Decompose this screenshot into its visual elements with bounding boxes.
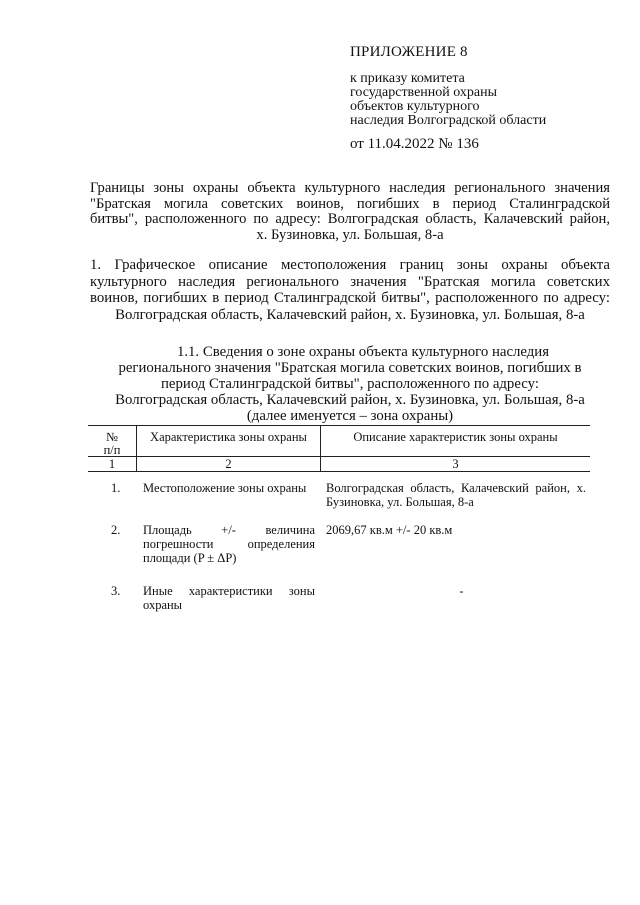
row-description: 2069,67 кв.м +/- 20 кв.м (326, 523, 453, 537)
index-cell: 2 (225, 457, 232, 471)
table-border-top (88, 425, 590, 426)
row-description: Бузиновка, ул. Большая, 8-а (326, 495, 474, 509)
section-1-1 (100, 344, 600, 424)
section11-line: регионального значения "Братская могила советских воинов, погибших в (118, 360, 582, 376)
heading-line: Границы зоны охраны объекта культурного наследия регионального значения (90, 180, 610, 196)
appendix-line: наследия Волгоградской области (350, 113, 547, 128)
section11-line: Волгоградская область, Калачевский район, х. Бузиновка, ул. Большая, 8-а (115, 392, 585, 408)
appendix-line: объектов культурного (350, 99, 480, 114)
heading-line: "Братская могила советских воинов, погибших в период Сталинградской (90, 195, 610, 212)
header-characteristic: Характеристика зоны охраны (150, 430, 307, 444)
row-characteristic: Местоположение зоны охраны (143, 481, 307, 495)
heading-line: битвы", расположенного по адресу: Волгоградская область, Калачевский район, (90, 211, 610, 227)
heading-line-last: х. Бузиновка, ул. Большая, 8-а (256, 226, 444, 243)
row-description: - (459, 584, 464, 598)
document-heading (90, 181, 610, 243)
section1-line: культурного наследия регионального значения "Братская могила советских (90, 273, 610, 290)
section1-line-last: Волгоградская область, Калачевский район, х. Бузиновка, ул. Большая, 8-а (115, 306, 585, 323)
row-characteristic: погрешности определения (143, 537, 315, 551)
appendix-title: ПРИЛОЖЕНИЕ 8 (350, 44, 468, 60)
row-characteristic: Иные характеристики зоны (143, 584, 315, 598)
table-border (88, 471, 590, 472)
row-characteristic: площади (P ± ΔP) (143, 551, 237, 565)
section11-line: период Сталинградской битвы", расположенного по адресу: (161, 376, 539, 392)
row-characteristic: охраны (143, 598, 183, 612)
index-cell: 3 (452, 457, 459, 471)
section1-line: 1. Графическое описание местоположения границ зоны охраны объекта (90, 257, 610, 273)
section11-line: 1.1. Сведения о зоне охраны объекта культурного наследия (176, 344, 550, 360)
row-characteristic: Площадь +/- величина (143, 523, 315, 537)
appendix-date: от 11.04.2022 № 136 (350, 136, 479, 152)
row-num: 3. (111, 584, 121, 598)
row-num: 1. (111, 481, 121, 495)
appendix-line: государственной охраны (350, 85, 498, 100)
header-description: Описание характеристик зоны охраны (353, 430, 558, 444)
header-num-2: п/п (103, 443, 121, 457)
header-num: № (106, 430, 118, 444)
row-description: Волгоградская область, Калачевский район, х. (326, 481, 586, 495)
section1-line: воинов, погибших в период Сталинградской битвы", расположенного по адресу: (90, 290, 610, 306)
section-1 (90, 257, 610, 323)
index-cell: 1 (108, 457, 116, 471)
section11-line: (далее именуется – зона охраны) (246, 408, 454, 424)
row-num: 2. (111, 523, 121, 537)
appendix-line: к приказу комитета (350, 71, 465, 86)
